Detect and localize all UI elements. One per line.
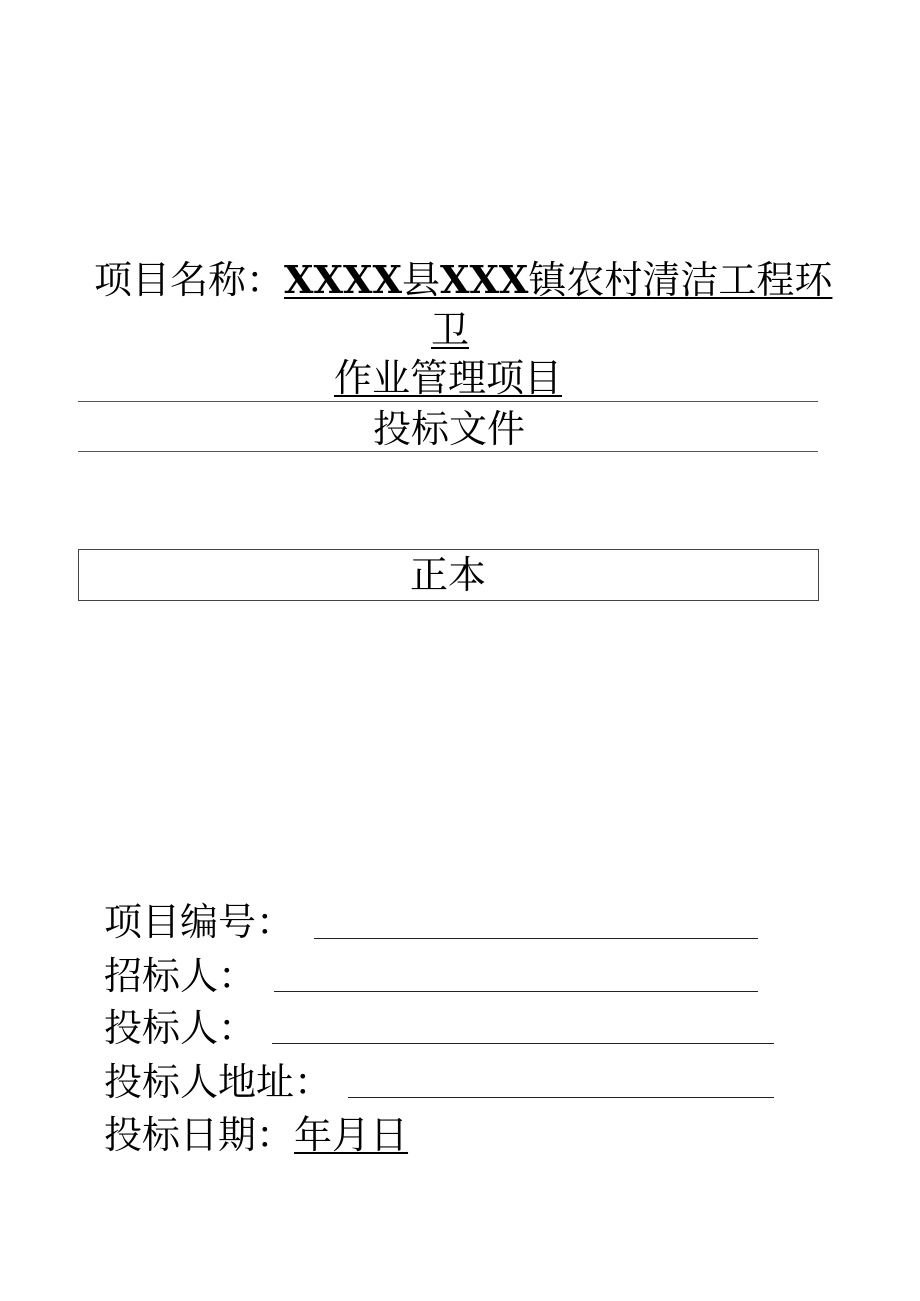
project-name-line-2: 卫: [431, 308, 470, 352]
project-name-rest: 镇农村清洁工程环: [528, 258, 833, 302]
project-no-label: 项目编号：: [104, 900, 295, 944]
project-name-county: 县: [401, 258, 440, 302]
divider-bottom: [78, 451, 818, 452]
project-name-label: 项目名称：: [94, 258, 285, 302]
project-name-line-1: [94, 256, 832, 304]
bid-date-label: 投标日期：: [104, 1113, 295, 1157]
project-name-prefix: XXXX: [284, 257, 402, 302]
tenderer-blank: [274, 991, 758, 992]
divider-top: [78, 401, 818, 402]
bidder-address-label: 投标人地址：: [104, 1060, 333, 1104]
document-type: 投标文件: [373, 407, 526, 451]
bid-date-row: [104, 1111, 408, 1159]
bid-date-value: 年月日: [294, 1113, 409, 1157]
project-name-value: [284, 258, 832, 302]
project-no-blank: [314, 938, 758, 939]
tenderer-label: 招标人：: [104, 954, 257, 998]
bidder-blank: [272, 1043, 774, 1044]
bidder-address-blank: [348, 1097, 774, 1098]
project-name-line-3: 作业管理项目: [334, 356, 563, 400]
project-name-town-x: XXX: [439, 257, 529, 302]
copy-type: 正本: [410, 553, 487, 597]
bidder-label: 投标人：: [104, 1006, 257, 1050]
